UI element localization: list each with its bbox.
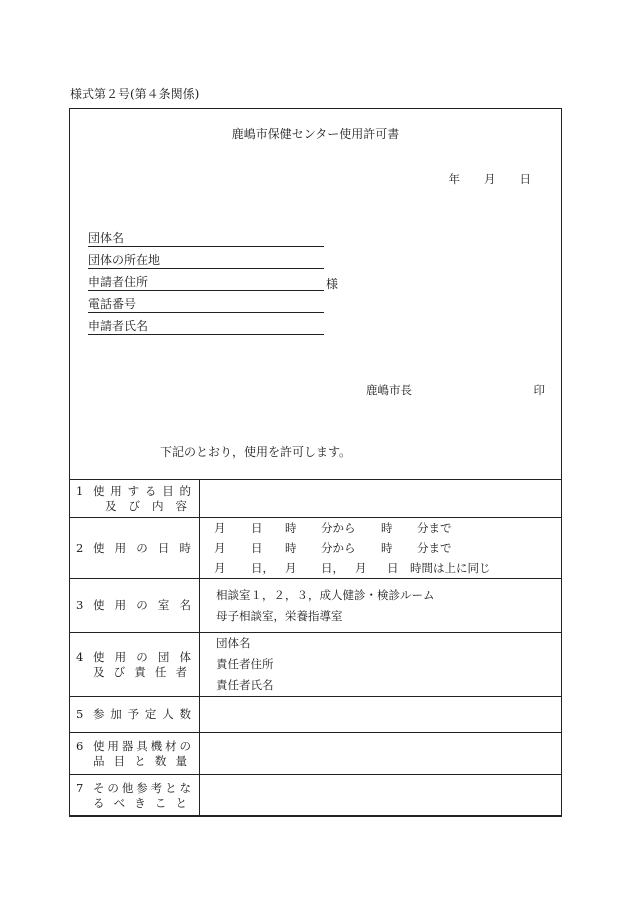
rooms-value [200,579,562,633]
equipment-value [200,733,562,775]
datetime-line-3: 月 日， 月 日， 月 日 時間は上に同じ [214,561,491,575]
responsible-name-line: 責任者氏名 [216,678,274,692]
table-row [70,480,562,518]
table-row [70,697,562,733]
row-label: 使用の室名 [93,598,191,612]
mayor-label: 鹿嶋市長 [366,383,412,397]
row-number: 5 [76,707,84,721]
row-label-line2: 及び責任者 [93,664,191,679]
datetime-line-2: 月 日 時 分から 時 分まで [214,541,452,555]
table-row [70,518,562,579]
row-number: 4 [76,649,84,664]
applicant-name-field: 申請者氏名 [88,317,324,335]
row-label: 使用する目的 [93,483,191,498]
datetime-value [200,518,562,579]
intro-text: 下記のとおり，使用を許可します。 [160,445,352,459]
rooms-line-1: 相談室１，２，３，成人健診・検診ルーム [216,587,435,602]
row-number: 1 [76,483,84,498]
row-number: 7 [76,780,84,795]
issue-date [449,171,532,187]
responsible-address-line: 責任者住所 [216,657,274,671]
row-label: 使用器具機材の [93,738,191,753]
group-name-field: 団体名 [88,229,324,247]
form-number-label: 様式第２号(第４条関係) [70,87,200,101]
permit-form [69,108,562,816]
applicant-address-field: 申請者住所 [88,273,324,291]
row-label: 使用の団体 [93,649,191,664]
table-row [70,733,562,775]
row-label: 使用の日時 [93,540,191,555]
year-label: 年 [448,172,460,186]
row-label-line2: 品目と数量 [93,753,191,768]
table-row [70,775,562,817]
row-label: その他参考とな [93,780,191,795]
participants-value [200,697,562,733]
group-address-field: 団体の所在地 [88,251,324,269]
row-label: 参加予定人数 [93,707,191,721]
other-notes-value [200,775,562,817]
month-label: 月 [484,172,496,186]
purpose-value [200,480,562,518]
seal-mark: 印 [533,383,545,397]
row-number: 2 [76,540,84,555]
table-row [70,633,562,697]
row-label-line2: るべきこと [93,795,191,810]
datetime-line-1: 月 日 時 分から 時 分まで [214,521,452,535]
group-info-value [200,633,562,697]
row-label-line2: 及び内容 [105,498,191,513]
day-label: 日 [519,172,531,186]
document-title: 鹿嶋市保健センター使用許可書 [231,127,400,141]
group-name-line: 団体名 [216,636,251,650]
row-number: 3 [76,598,84,612]
details-table [69,479,562,817]
phone-field: 電話番号 [88,295,324,313]
rooms-line-2: 母子相談室，栄養指導室 [216,608,343,623]
honorific-label: 様 [326,277,339,291]
row-number: 6 [76,738,84,753]
table-row [70,579,562,633]
